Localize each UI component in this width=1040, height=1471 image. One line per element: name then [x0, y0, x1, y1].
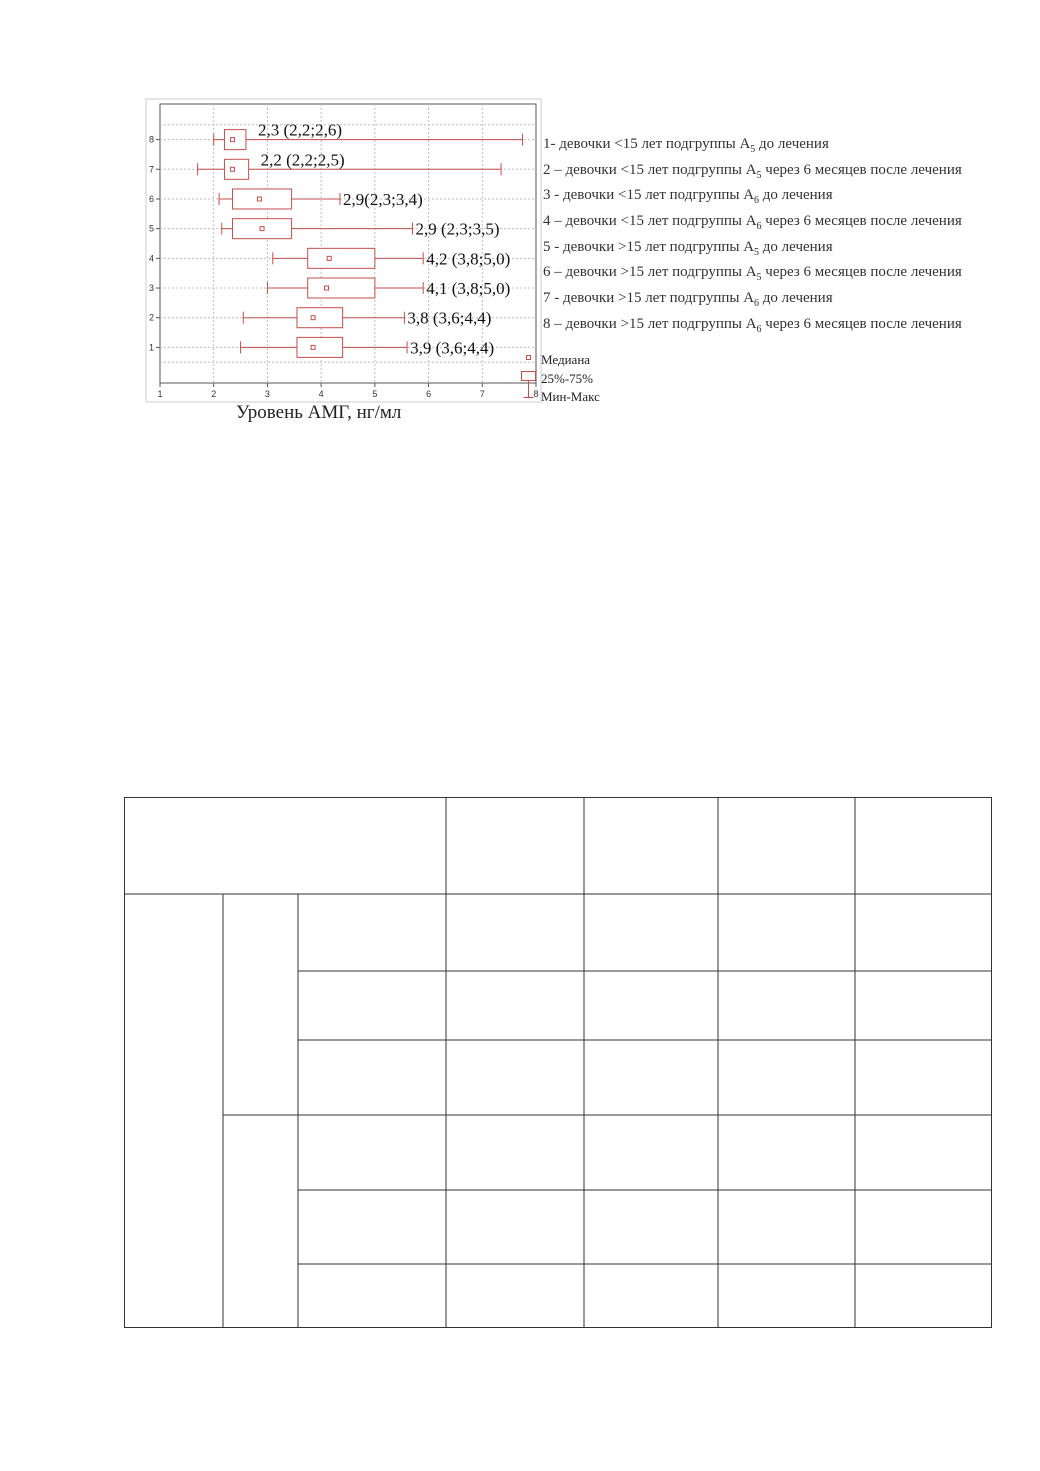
legend-text-suffix: до лечения: [759, 238, 833, 255]
y-tick-label: 2: [148, 312, 154, 323]
key-iqr-label: 25%-75%: [541, 370, 593, 386]
key-median: [520, 351, 600, 370]
box-value-label: 2,2 (2,2;2,5): [260, 150, 345, 170]
y-tick-label: 6: [148, 193, 154, 204]
empty-table: [124, 797, 992, 1328]
key-median-label: Медиана: [541, 352, 591, 367]
x-tick-label: 1: [157, 389, 163, 399]
legend-subscript: 6: [756, 323, 762, 335]
box-value-label: 4,2 (3,8;5,0): [426, 249, 511, 269]
legend-text-suffix: через 6 месяцев после лечения: [761, 264, 962, 281]
x-tick-label: 2: [211, 389, 217, 399]
box-value-label: 4,1 (3,8;5,0): [426, 279, 511, 299]
legend-item: [543, 261, 962, 287]
median-marker-icon: [520, 351, 540, 369]
legend-text-suffix: через 6 месяцев после лечения: [761, 315, 962, 332]
y-tick-label: 8: [148, 134, 154, 145]
box-value-label: 2,9(2,3;3,4): [342, 189, 423, 209]
legend-text: 5 - девочки >15 лет подгруппы А: [543, 238, 755, 255]
x-axis-label: Уровень АМГ, нг/мл: [236, 402, 402, 423]
legend-item: [543, 133, 962, 159]
y-tick-label: 4: [148, 253, 154, 264]
x-tick-label: 3: [264, 389, 270, 399]
iqr-box: [224, 159, 248, 179]
key-range-label: Мин-Макс: [541, 389, 600, 404]
legend-item: [543, 210, 962, 236]
legend-subscript: 6: [754, 195, 760, 207]
x-tick-label: 6: [426, 389, 432, 399]
legend-text: 4 – девочки <15 лет подгруппы А: [543, 213, 757, 230]
x-tick-label: 8: [533, 389, 539, 399]
x-tick-label: 5: [372, 389, 378, 399]
chart-legend: [543, 133, 962, 339]
x-tick-label: 4: [318, 389, 324, 399]
whisker-icon: [520, 388, 540, 406]
legend-text: 3 - девочки <15 лет подгруппы А: [543, 187, 755, 204]
key-range: [520, 388, 600, 407]
legend-subscript: 5: [754, 246, 760, 258]
box-value-label: 2,3 (2,2;2,6): [257, 120, 342, 140]
table-grid: [124, 797, 992, 1328]
legend-item: [543, 184, 962, 210]
box-value-label: 3,9 (3,6;4,4): [410, 338, 495, 358]
legend-item: [543, 287, 962, 313]
legend-text: 8 – девочки >15 лет подгруппы А: [543, 315, 757, 332]
legend-text-suffix: до лечения: [759, 187, 833, 204]
iqr-box: [233, 219, 292, 239]
legend-text: 6 – девочки >15 лет подгруппы А: [543, 264, 757, 281]
box-value-label: 2,9 (2,3;3,5): [415, 219, 500, 239]
legend-text: 2 – девочки <15 лет подгруппы А: [543, 161, 757, 178]
legend-text-suffix: через 6 месяцев после лечения: [761, 161, 962, 178]
y-tick-label: 7: [148, 164, 154, 175]
legend-text: 1- девочки <15 лет подгруппы А: [543, 136, 751, 152]
y-tick-label: 5: [148, 223, 154, 234]
iqr-box: [297, 337, 343, 357]
legend-item: [543, 159, 962, 185]
legend-subscript: 5: [750, 144, 756, 155]
legend-item: [543, 313, 962, 339]
legend-text-suffix: до лечения: [755, 136, 829, 152]
legend-subscript: 5: [756, 169, 762, 181]
box-value-label: 3,8 (3,6;4,4): [407, 308, 492, 328]
legend-subscript: 5: [756, 272, 762, 284]
legend-text: 7 - девочки >15 лет подгруппы А: [543, 290, 755, 307]
box-icon: [520, 370, 540, 388]
legend-text-suffix: до лечения: [759, 290, 833, 307]
table-border: [125, 798, 992, 1328]
key-iqr: [520, 370, 600, 389]
iqr-box: [308, 248, 375, 268]
iqr-box: [224, 130, 245, 150]
iqr-box: [297, 308, 343, 328]
iqr-box: [308, 278, 375, 298]
legend-text-suffix: через 6 месяцев после лечения: [761, 213, 962, 230]
symbol-key: [520, 351, 600, 407]
iqr-box: [233, 189, 292, 209]
x-tick-label: 7: [479, 389, 485, 399]
legend-item: [543, 236, 962, 262]
y-tick-label: 1: [148, 342, 154, 353]
legend-subscript: 6: [754, 298, 760, 310]
y-tick-label: 3: [148, 283, 154, 294]
legend-subscript: 6: [756, 221, 762, 233]
